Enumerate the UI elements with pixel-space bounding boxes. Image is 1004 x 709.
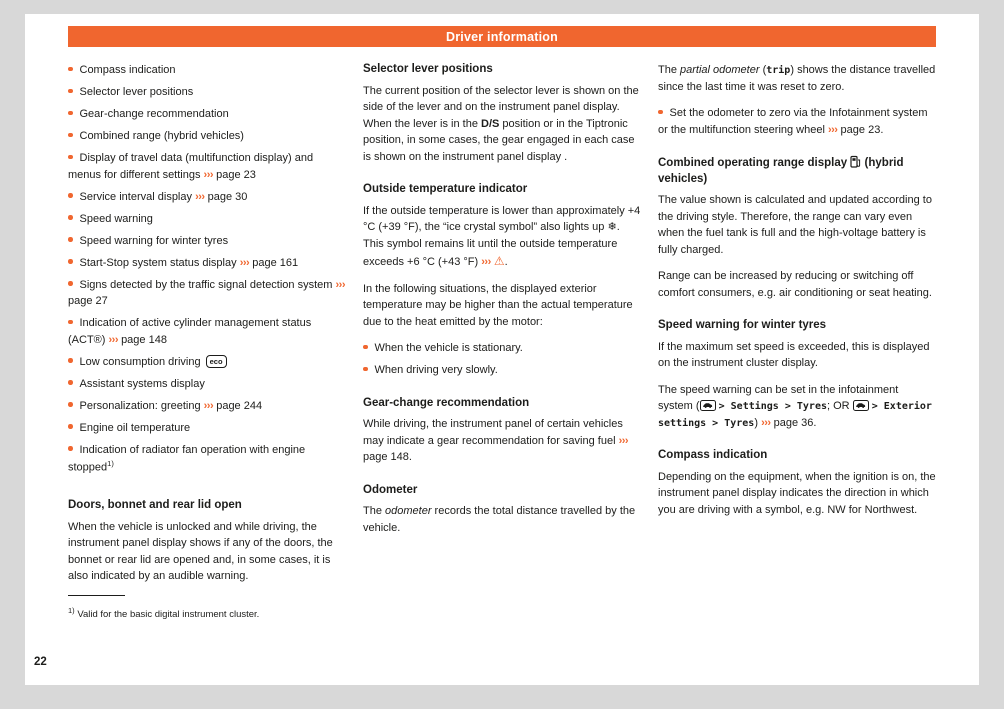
list-item <box>658 105 936 138</box>
feature-list <box>68 62 346 476</box>
cross-ref-arrows-icon: ››› <box>195 190 205 203</box>
cross-ref-arrows-icon: ››› <box>827 123 838 136</box>
list-item <box>363 340 641 357</box>
heading-compass-indication: Compass indication <box>658 449 768 462</box>
bullet-text: Display of travel data (multifunction display) and menus for different settings <box>68 152 314 181</box>
odometer-term: odometer <box>385 505 432 518</box>
bullet-text: Engine oil temperature <box>79 421 191 434</box>
paragraph-text: ) shows the distance travelled since the last time it was reset to zero. <box>658 64 936 93</box>
cross-ref-arrows-icon: ››› <box>203 399 214 412</box>
page-ref: page 148 <box>121 333 167 346</box>
bullet-text: Assistant systems display <box>79 377 205 390</box>
bullet-icon <box>68 281 73 286</box>
heading-text: (hybrid vehicles) <box>658 157 904 185</box>
paragraph-text: . <box>408 451 412 464</box>
footnote-divider <box>68 595 125 596</box>
paragraph-text: ; OR <box>827 400 853 413</box>
paragraph <box>363 503 641 536</box>
bullet-text: Combined range (hybrid vehicles) <box>79 130 244 142</box>
heading-gear-change: Gear-change recommendation <box>363 396 530 409</box>
paragraph-text: position or in the Tiptronic position, in some cases, the gear engaged in each case is shown on the instrument panel display . <box>363 117 635 163</box>
paragraph-text: . This symbol remains lit until the outside temperature exceeds +6 °C (+43 °F) <box>363 221 620 269</box>
bullet-text: When the vehicle is stationary. <box>374 342 523 355</box>
column-right <box>658 62 936 631</box>
bullet-text: Personalization: greeting <box>79 399 201 412</box>
list-item <box>68 128 346 145</box>
page-ref: page 161 <box>252 256 299 269</box>
heading-combined-range <box>658 155 936 187</box>
list-item <box>68 233 346 250</box>
footnote-marker: 1) <box>107 459 114 468</box>
paragraph-text: ( <box>759 64 767 76</box>
bullet-text: Speed warning for winter tyres <box>79 234 229 247</box>
bullet-text: . <box>880 123 884 136</box>
paragraph: When the vehicle is unlocked and while driving, the instrument panel display shows if any of the doors, the bonnet or rear lid are opened and, in some cases, it is also indicated by an audible warning. <box>68 520 333 583</box>
list-item <box>363 362 641 379</box>
column-middle <box>363 62 641 631</box>
list-item <box>68 211 346 228</box>
cross-ref-arrows-icon: ››› <box>108 333 118 346</box>
paragraph-text: The current position of the selector lever is shown on the side of the lever and on the instrument panel display. When the lever is in the <box>363 84 639 130</box>
cross-ref-arrows-icon: ››› <box>618 434 629 447</box>
bullet-icon <box>363 367 368 372</box>
bullet-icon <box>363 345 368 350</box>
page-ref: page 23 <box>216 168 256 181</box>
paragraph: If the maximum set speed is exceeded, this is displayed on the instrument cluster display. <box>658 340 930 370</box>
paragraph-text: . <box>813 416 817 429</box>
bullet-text: Indication of active cylinder management status (ACT®) <box>68 317 312 346</box>
list-item <box>68 255 346 272</box>
bullet-text: Speed warning <box>79 212 153 225</box>
bullet-icon <box>68 259 73 264</box>
temperature-situation-list <box>363 340 641 379</box>
paragraph: Depending on the equipment, when the ignition is on, the instrument panel display indicates the direction in which you are driving with a symbol, e.g. NW for Northwest. <box>658 470 936 516</box>
page-ref: page 244 <box>216 399 263 412</box>
bullet-icon <box>68 424 73 429</box>
bullet-text: Selector lever positions <box>79 86 194 98</box>
paragraph-text: If the outside temperature is lower than approximately +4 °C (+39 °F), the “ice crystal symbol” also lights up <box>363 204 641 234</box>
cross-ref-arrows-icon: ››› <box>239 256 250 269</box>
cross-ref-arrows-icon: ››› <box>481 256 491 269</box>
car-menu-button-icon <box>700 400 716 411</box>
page-ref: page 30 <box>207 190 248 203</box>
bullet-icon <box>68 320 73 325</box>
paragraph-text: . <box>504 256 508 269</box>
bullet-icon <box>68 193 73 198</box>
footnote-marker: 1) <box>68 605 75 615</box>
paragraph-text: The <box>658 64 681 76</box>
list-item <box>68 106 346 123</box>
trip-label: trip <box>766 65 791 76</box>
heading-doors-bonnet-rear-lid: Doors, bonnet and rear lid open <box>68 499 242 512</box>
bullet-text: Indication of radiator fan operation with engine stopped <box>68 443 306 474</box>
bullet-text: Set the odometer to zero via the Infotainment system or the multifunction steering wheel <box>658 107 928 136</box>
paragraph: Range can be increased by reducing or switching off comfort consumers, e.g. air conditioning or seat heating. <box>658 270 932 299</box>
menu-path: > Exterior settings > Tyres <box>658 401 932 429</box>
content-columns <box>68 62 936 631</box>
footnote <box>68 606 346 621</box>
bullet-icon <box>68 89 73 94</box>
cross-ref-arrows-icon: ››› <box>335 278 345 291</box>
bullet-icon <box>68 237 73 242</box>
bullet-text: Service interval display <box>79 190 192 203</box>
menu-path: > Settings > Tyres <box>718 401 827 413</box>
warning-triangle-icon: ⚠ <box>493 254 505 269</box>
paragraph-text: The <box>363 505 386 518</box>
list-item <box>68 84 346 101</box>
eco-icon: eco <box>206 355 227 368</box>
list-item <box>68 62 346 79</box>
paragraph: The value shown is calculated and updated according to the driving style. Therefore, the range can vary even when the fuel tank is full and the high-voltage battery is fully charged. <box>658 194 932 256</box>
paragraph <box>363 203 641 271</box>
paragraph-text: While driving, the instrument panel of certain vehicles may indicate a gear recommendation for saving fuel <box>363 418 623 447</box>
heading-speed-warning-winter-tyres: Speed warning for winter tyres <box>658 319 827 332</box>
heading-outside-temperature: Outside temperature indicator <box>363 183 528 196</box>
bullet-text: Signs detected by the traffic signal detection system <box>79 278 333 291</box>
bullet-text: Low consumption driving <box>79 355 201 368</box>
bullet-icon <box>68 111 73 116</box>
page-ref: page 27 <box>68 295 108 307</box>
partial-odometer-term: partial odometer <box>680 64 760 76</box>
column-left <box>68 62 346 631</box>
bullet-icon <box>68 133 73 138</box>
list-item <box>68 376 346 393</box>
bullet-icon <box>68 358 73 363</box>
list-item <box>68 277 346 310</box>
bullet-icon <box>68 215 73 220</box>
bullet-icon <box>68 67 73 72</box>
heading-odometer: Odometer <box>363 483 418 496</box>
bullet-icon <box>68 402 73 407</box>
odometer-reset-list <box>658 105 936 138</box>
range-display-icon <box>850 155 861 168</box>
list-item <box>68 189 346 206</box>
car-menu-button-icon <box>853 400 869 411</box>
list-item <box>68 315 346 348</box>
bullet-icon <box>68 380 73 385</box>
page-ref: page 148 <box>363 451 409 464</box>
bullet-text: Gear-change recommendation <box>79 108 229 120</box>
list-item <box>68 150 346 183</box>
paragraph: In the following situations, the displayed exterior temperature may be higher than the actual temperature due to the heat emitted by the motor: <box>363 282 633 328</box>
cross-ref-arrows-icon: ››› <box>203 168 214 181</box>
bullet-text: Start-Stop system status display <box>79 256 237 269</box>
footnote-text: Valid for the basic digital instrument cluster. <box>77 608 260 620</box>
section-title: Driver information <box>446 29 558 44</box>
bullet-icon <box>68 446 73 451</box>
paragraph-text: records the total distance travelled by the vehicle. <box>363 505 636 534</box>
cross-ref-arrows-icon: ››› <box>761 416 771 429</box>
bullet-text: Compass indication <box>79 64 176 76</box>
gear-position-label: D/S <box>481 117 500 130</box>
page-ref: page 23 <box>840 123 881 136</box>
page-number: 22 <box>34 656 47 668</box>
bullet-icon <box>68 155 73 160</box>
section-header <box>68 26 936 47</box>
snowflake-icon: ❄ <box>607 220 617 234</box>
paragraph <box>363 416 641 466</box>
paragraph <box>658 62 936 95</box>
bullet-icon <box>658 110 663 115</box>
page-ref: page 36 <box>773 416 814 429</box>
heading-text: Combined operating range display <box>658 157 848 169</box>
bullet-text: When driving very slowly. <box>374 364 498 377</box>
heading-selector-lever: Selector lever positions <box>363 63 493 75</box>
list-item <box>68 420 346 437</box>
manual-page <box>25 14 979 685</box>
paragraph <box>658 382 936 432</box>
list-item <box>68 398 346 415</box>
paragraph-text: The speed warning can be set in the infotainment system ( <box>658 383 899 413</box>
paragraph <box>363 83 641 166</box>
list-item <box>68 442 346 477</box>
paragraph-text: ) <box>754 416 762 429</box>
list-item <box>68 354 346 371</box>
